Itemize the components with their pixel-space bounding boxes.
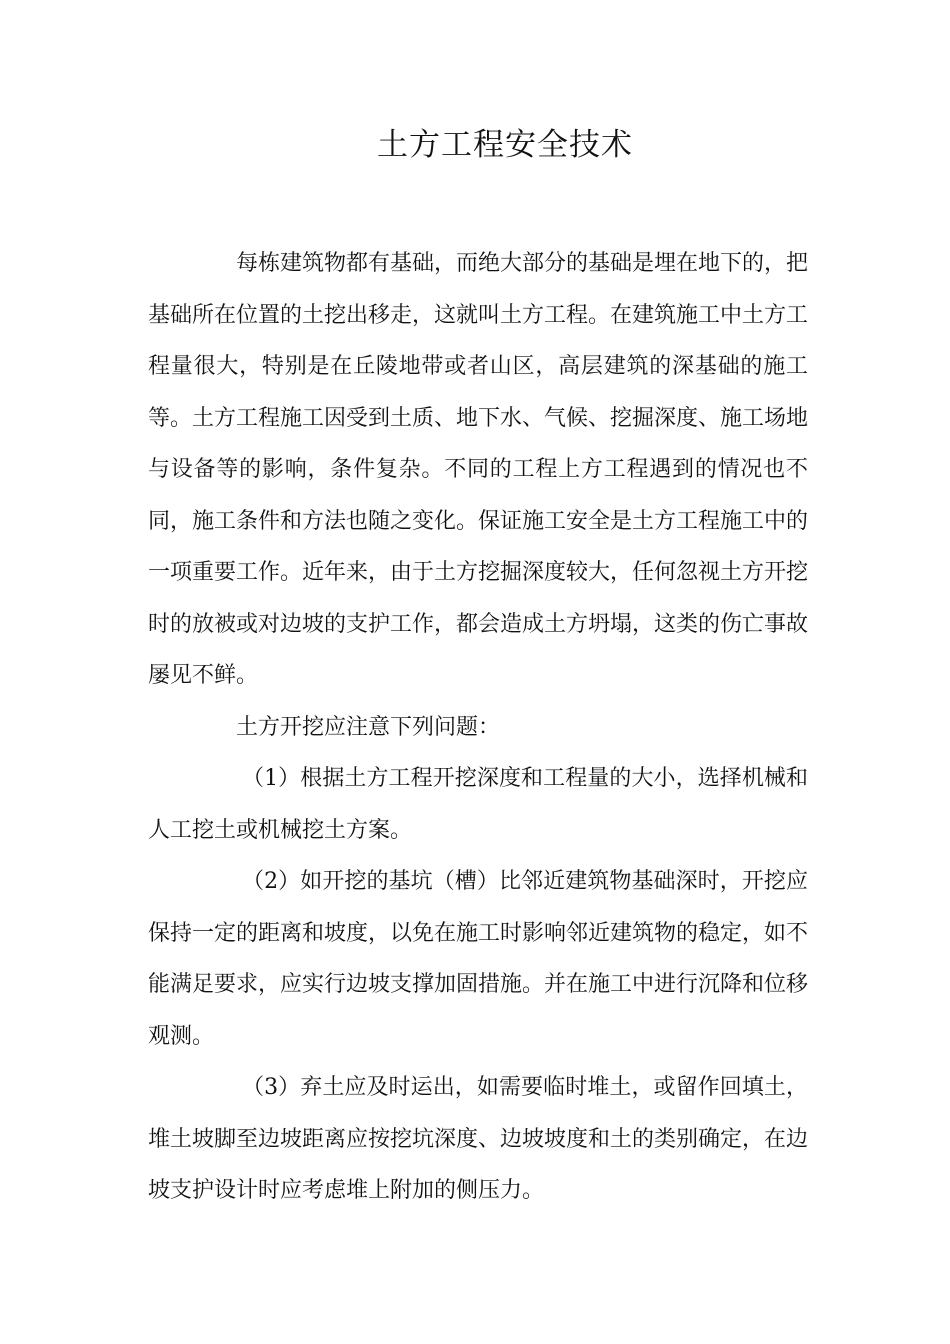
document-title: 土方工程安全技术	[377, 127, 633, 163]
paragraph-item-2: （2）如开挖的基坑（槽）比邻近建筑物基础深时，开挖应保持一定的距离和坡度，以免在施工时影响邻近建筑物的稳定，如不能满足要求，应实行边坡支撑加固措施。并在施工中进行沉降和位移观测。	[148, 869, 809, 1049]
paragraph-lead-in: 土方开挖应注意下列问题：	[236, 714, 501, 740]
paragraph-intro: 每栋建筑物都有基础，而绝大部分的基础是埋在地下的，把基础所在位置的土挖出移走，这就叫土方工程。在建筑施工中土方工程量很大，特别是在丘陵地带或者山区，高层建筑的深基础的施工等。土方工程施工因受到土质、地下水、气候、挖掘深度、施工场地与设备等的影响，条件复杂。不同的工程上方工程遇到的情况也不同，施工条件和方法也随之变化。保证施工安全是土方工程施工中的一项重要工作。近年来，由于土方挖掘深度较大，任何忽视土方开挖时的放被或对边坡的支护工作，都会造成土方坍塌，这类的伤亡事故屡见不鲜。	[148, 251, 809, 688]
paragraph-item-1: （1）根据土方工程开挖深度和工程量的大小，选择机械和人工挖土或机械挖土方案。	[148, 766, 808, 843]
paragraph-item-3: （3）弃土应及时运出，如需要临时堆土，或留作回填土，堆土坡脚至边坡距离应按挖坑深度、边坡坡度和土的类别确定，在边坡支护设计时应考虑堆上附加的侧压力。	[148, 1075, 809, 1203]
document-body	[148, 238, 808, 1217]
